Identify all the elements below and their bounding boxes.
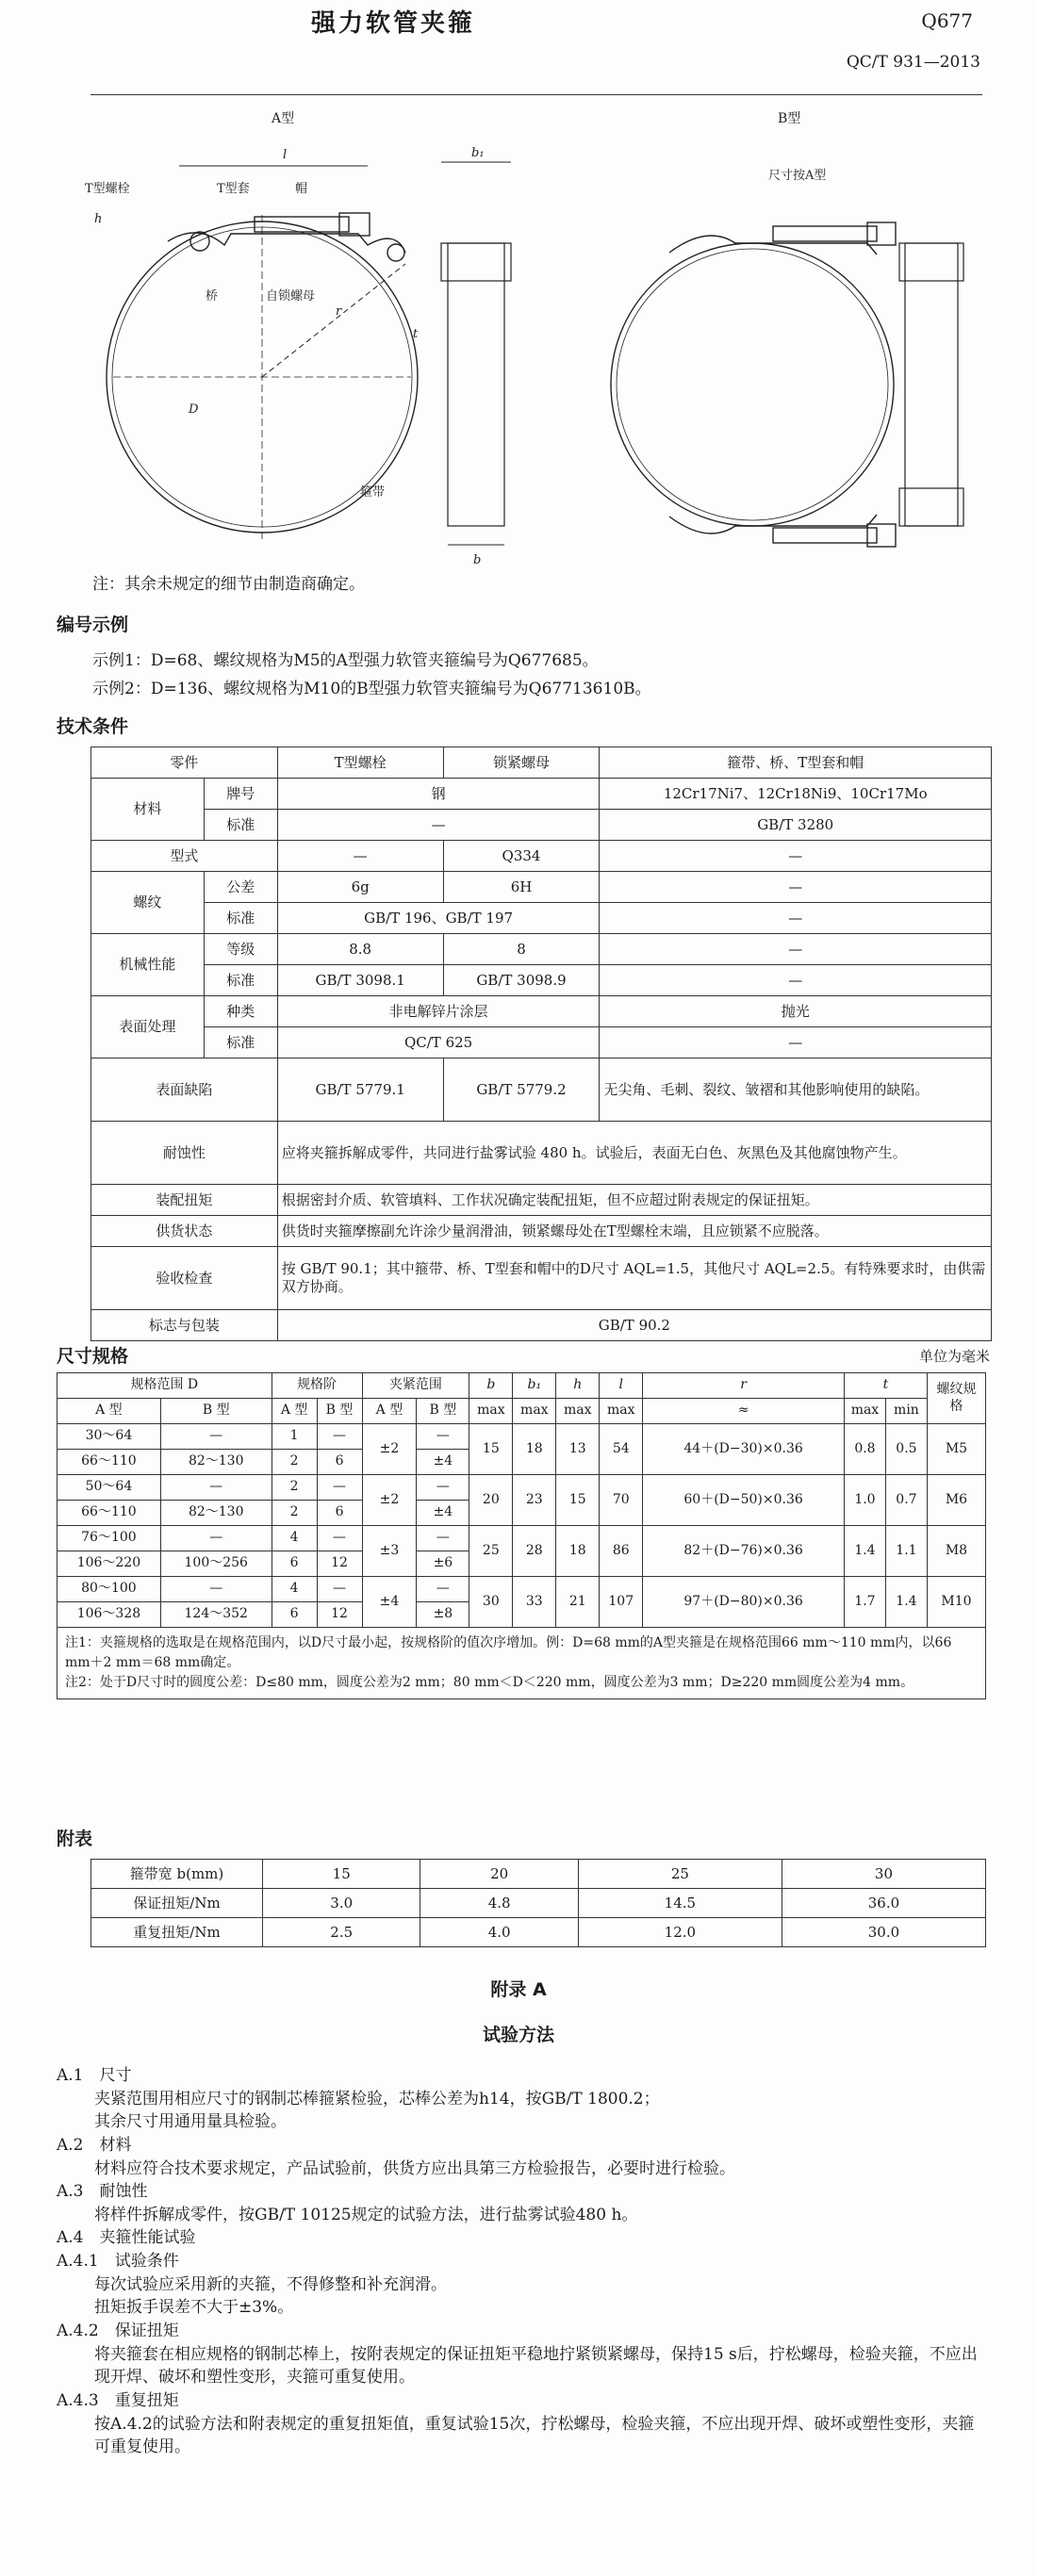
table-row: 材料 牌号 钢 12Cr17Ni7、12Cr18Ni9、10Cr17Mo	[91, 779, 992, 810]
table-row: 表面缺陷 GB/T 5779.1 GB/T 5779.2 无尖角、毛刺、裂纹、皱褶和其他影响使用的缺陷。	[91, 1058, 992, 1122]
table-row: 箍带宽 b(mm) 15 20 25 30	[91, 1860, 986, 1889]
dim-r-label: r	[336, 304, 342, 319]
table-row: 30～64 — 1 — ±2 — 15 18 13 54 44＋(D−30)×0.36 0.8 0.5 M5	[58, 1424, 986, 1450]
size-heading: 尺寸规格	[57, 1346, 129, 1367]
section-a43: A.4.3 重复扭矩	[57, 2390, 179, 2410]
table-row: 标准 — GB/T 3280	[91, 810, 992, 841]
type-a-label: A型	[272, 111, 295, 126]
size-note-label: 尺寸按A型	[768, 169, 827, 183]
table-row: 66～110 82～130 2 6 ±4	[58, 1450, 986, 1475]
table-row: 106～220 100～256 6 12 ±6	[58, 1551, 986, 1577]
dim-b-label: b	[473, 553, 482, 567]
table-row: 零件 T型螺栓 锁紧螺母 箍带、桥、T型套和帽	[91, 747, 992, 779]
annex-heading: 附表	[57, 1829, 93, 1849]
type-b-label: B型	[778, 111, 801, 126]
table-row: 106～328 124～352 6 12 ±8	[58, 1602, 986, 1628]
dim-l-label: l	[283, 148, 288, 162]
dim-t-label: t	[413, 327, 419, 341]
table-row: 50～64 — 2 — ±2 — 20 23 15 70 60＋(D−50)×0.36 1.0 0.7 M6	[58, 1475, 986, 1501]
figure-note: 注：其余未规定的细节由制造商确定。	[92, 575, 365, 594]
example-2: 示例2：D=136、螺纹规格为M10的B型强力软管夹箍编号为Q67713610B。	[92, 680, 651, 698]
table-row: 耐蚀性 应将夹箍拆解成零件，共同进行盐雾试验 480 h。试验后，表面无白色、灰黑色及其他腐蚀物产生。	[91, 1122, 992, 1185]
dim-h-label: h	[94, 212, 103, 226]
section-a3: A.3 耐蚀性	[57, 2182, 148, 2202]
type-a-t-bolt	[255, 217, 349, 232]
tech-heading: 技术条件	[57, 716, 129, 737]
header-divider	[91, 94, 982, 95]
type-b-band-circle	[611, 243, 894, 526]
dim-b1-label: b₁	[471, 146, 485, 160]
example-heading: 编号示例	[57, 615, 129, 635]
section-a4: A.4 夹箍性能试验	[57, 2228, 196, 2248]
section-a1: A.1 尺寸	[57, 2066, 132, 2085]
section-a42: A.4.2 保证扭矩	[57, 2322, 179, 2341]
table-row: 表面处理 种类 非电解锌片涂层 抛光	[91, 996, 992, 1027]
table-row: 验收检查 按 GB/T 90.1；其中箍带、桥、T型套和帽中的D尺寸 AQL=1.5，其他尺寸 AQL=2.5。有特殊要求时，由供需双方协商。	[91, 1247, 992, 1310]
table-row: 76～100 — 4 — ±3 — 25 28 18 86 82＋(D−76)×0.36 1.4 1.1 M8	[58, 1526, 986, 1551]
clamp-technical-drawing	[57, 102, 999, 573]
table-row: 66～110 82～130 2 6 ±4	[58, 1501, 986, 1526]
example-1: 示例1：D=68、螺纹规格为M5的A型强力软管夹箍编号为Q677685。	[92, 651, 599, 670]
product-code: Q677	[921, 9, 973, 32]
section-a41: A.4.1 试验条件	[57, 2252, 179, 2272]
table-row	[58, 1628, 986, 1699]
appendix-body: A.1 尺寸 夹紧范围用相应尺寸的钢制芯棒箍紧检验，芯棒公差为h14，按GB/T 1800.2； 其余尺寸用通用量具检验。 A.2 材料 材料应符合技术要求规定，产品试验前，供货方应出具第三方检验报告，必要时进行检验。 A.3 耐蚀性 将样件拆解成零件，按GB/T 10125规定的试验方法，进行盐雾试验480 h。 A.4 夹箍性能试验 A.4.1 试验条件 每次试验应采用新的夹箍，不得修整和补充润滑。 扭矩扳手误差不大于±3%。 A.4.2 保证扭矩 将夹箍套在相应规格的钢制芯棒上，按附表规定的保证扭矩平稳地拧紧锁紧螺母，保持15 s后，拧松螺母，检验夹箍，不应出现开焊、破坏和塑性变形，夹箍可重复使用。 A.4.3 重复扭矩 按A.4.2的试验方法和附表规定的重复扭矩值，重复试验15次，拧松螺母，检验夹箍，不应出现开焊、破坏或塑性变形，夹箍可重复使用。	[57, 2064, 990, 2459]
size-note-1: 注1：夹箍规格的选取是在规格范围内，以D尺寸最小起，按规格阶的值次序增加。例：D=68 mm的A型夹箍是在规格范围66 mm～110 mm内，以66 mm＋2 mm＝68 mm确定。	[65, 1635, 952, 1670]
tech-conditions-table	[91, 747, 992, 1341]
type-b-bottom-bolt	[773, 528, 877, 543]
unit-label: 单位为毫米	[918, 1348, 990, 1365]
size-spec-table: 规格范围 D 规格阶 夹紧范围 b b₁ h l r t 螺纹规格 A 型 B 型 A 型 B 型 A 型 B 型 max max max max ≈ max min 30～64 — 1 — ±2 — 15 18 13 54 44＋(D−30)×0.36 0.8 0.5 M5 66～110 82～130 2 6 ±4 50～64 — 2 — ±2 — 20 23 15 70 60＋(D−50)×0.36 1.0 0.7 M6 66～110 82～130 2 6 ±4 76～100 — 4 — ±3 — 25 28 18 86 82＋(D−76)×0.36 1.4 1.1 M8 106～220 100～256 6 12 ±6 80～100 — 4 — ±4 — 30 33 21 107 97＋(D−80)×0.36 1.7 1.4 M10 106～328 124～352 6 12 ±8 注1：夹箍规格的选取是在规格范围内，以D尺寸最小起，按规格阶的值次序增加。例：D=68 mm的A型夹箍是在规格范围66 mm～110 mm内，以66 mm＋2 mm＝68 mm确定。 注2：处于D尺寸时的圆度公差：D≤80 mm，圆度公差为2 mm；80 mm＜D＜220 mm，圆度公差为3 mm；D≥220 mm圆度公差为4 mm。	[57, 1372, 986, 1699]
table-row: 保证扭矩/Nm 3.0 4.8 14.5 36.0	[91, 1889, 986, 1918]
type-b-top-bolt	[773, 226, 877, 241]
size-note-2: 注2：处于D尺寸时的圆度公差：D≤80 mm，圆度公差为2 mm；80 mm＜D＜220 mm，圆度公差为3 mm；D≥220 mm圆度公差为4 mm。	[65, 1675, 914, 1690]
page-title: 强力软管夹箍	[311, 9, 476, 38]
table-row: 标准 GB/T 196、GB/T 197 —	[91, 903, 992, 934]
cap-label: 帽	[295, 182, 308, 196]
table-row: 标准 QC/T 625 —	[91, 1027, 992, 1058]
nut-label: 自锁螺母	[266, 289, 316, 304]
type-b-side-view	[905, 243, 958, 526]
appendix-subtitle: 试验方法	[482, 2025, 554, 2045]
annex-torque-table	[91, 1859, 986, 1947]
standard-number: QC/T 931—2013	[846, 53, 980, 72]
table-row: 螺纹 公差 6g 6H —	[91, 872, 992, 903]
table-row: 型式 — Q334 —	[91, 841, 992, 872]
table-row: 供货状态 供货时夹箍摩擦副允许涂少量润滑油，锁紧螺母处在T型螺栓末端，且应锁紧不应脱落。	[91, 1216, 992, 1247]
bridge-label: 桥	[206, 289, 219, 304]
dim-d-label: D	[189, 402, 199, 417]
table-row: 标志与包装 GB/T 90.2	[91, 1310, 992, 1341]
t-sleeve-label: T型套	[217, 182, 250, 196]
table-row: 标准 GB/T 3098.1 GB/T 3098.9 —	[91, 965, 992, 996]
type-a-side-view	[448, 243, 504, 526]
band-label: 箍带	[360, 485, 386, 500]
t-bolt-label: T型螺栓	[85, 182, 130, 196]
table-row: 机械性能 等级 8.8 8 —	[91, 934, 992, 965]
appendix-title: 附录 A	[490, 1979, 547, 2000]
table-row: 装配扭矩 根据密封介质、软管填料、工作状况确定装配扭矩，但不应超过附表规定的保证扭矩。	[91, 1185, 992, 1216]
table-row: 重复扭矩/Nm 2.5 4.0 12.0 30.0	[91, 1918, 986, 1947]
section-a2: A.2 材料	[57, 2135, 132, 2155]
table-row: 80～100 — 4 — ±4 — 30 33 21 107 97＋(D−80)×0.36 1.7 1.4 M10	[58, 1577, 986, 1602]
